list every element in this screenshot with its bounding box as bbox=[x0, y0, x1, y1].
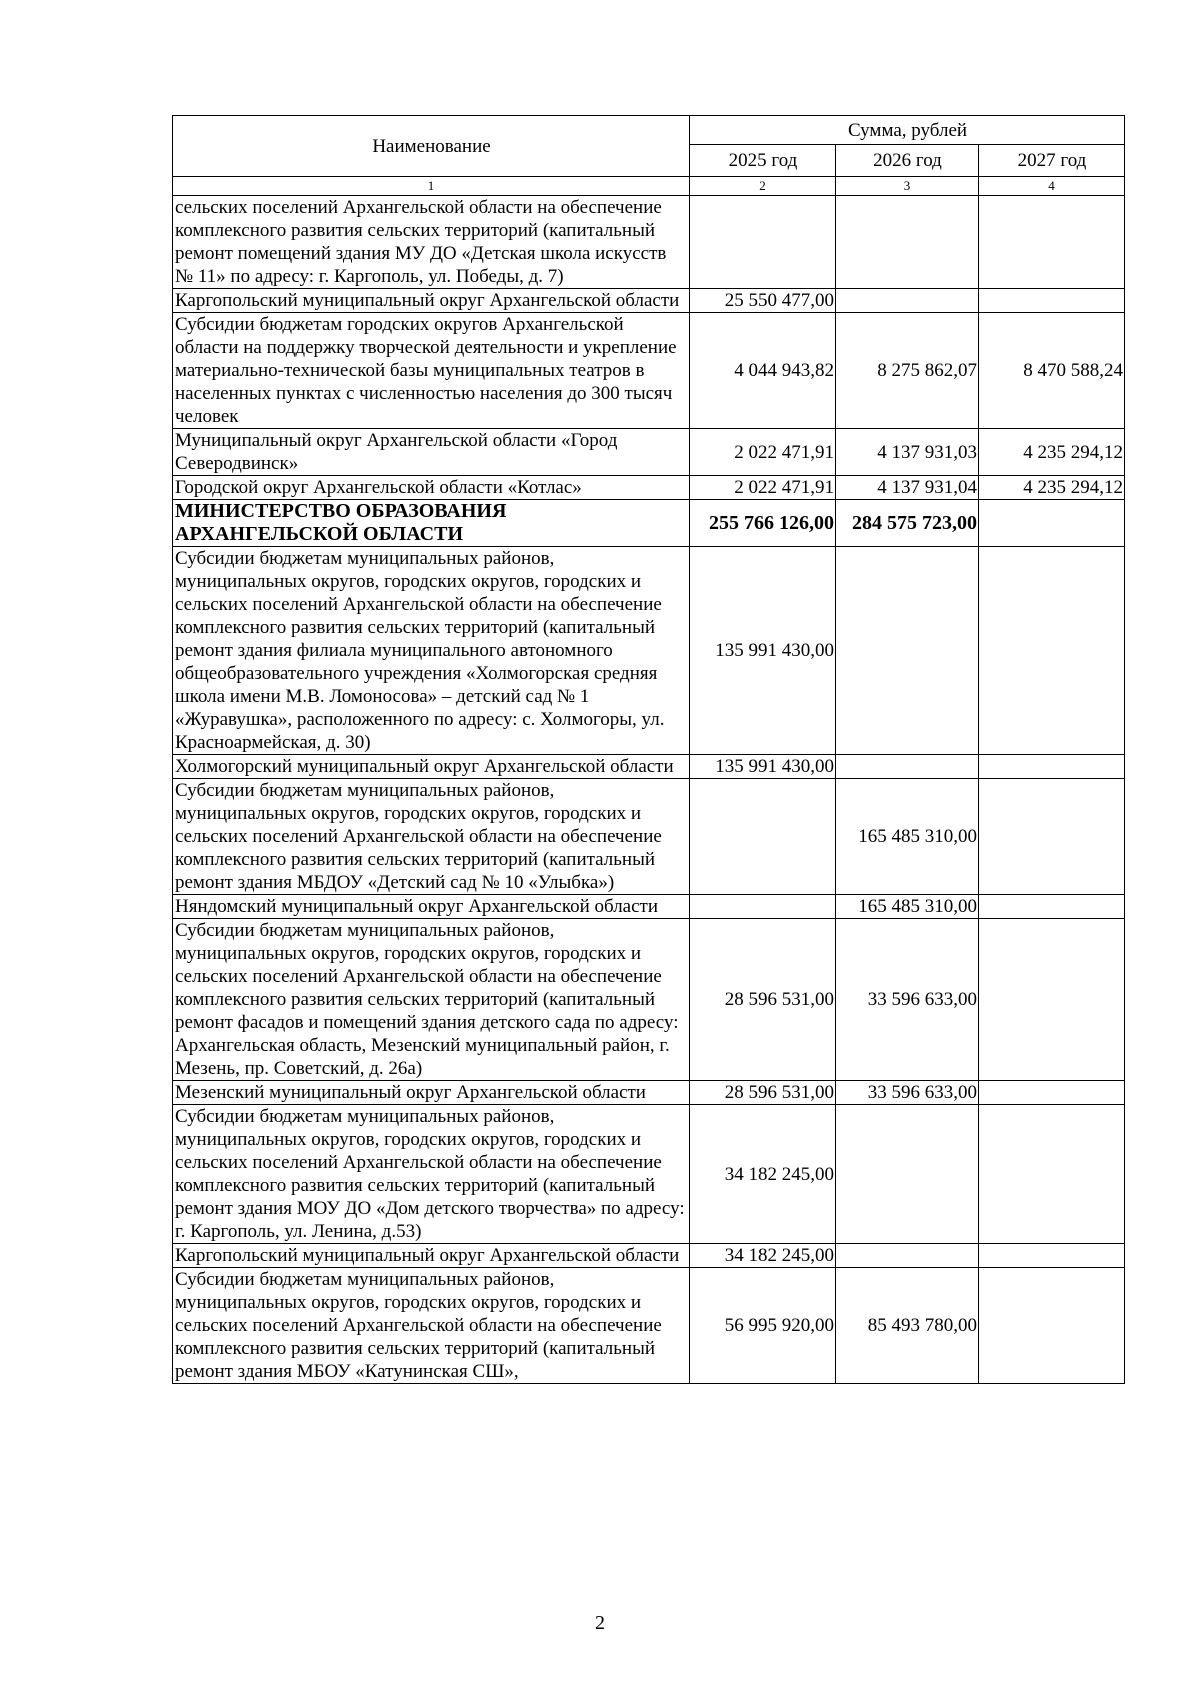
table-row bbox=[173, 476, 1125, 500]
table-row bbox=[173, 289, 1125, 313]
budget-table bbox=[172, 115, 1125, 1384]
table-row bbox=[173, 1244, 1125, 1268]
value-2025: 34 182 245,00 bbox=[690, 1105, 836, 1244]
value-2025: 135 991 430,00 bbox=[690, 755, 836, 779]
table-body bbox=[173, 196, 1125, 1384]
column-number: 2 bbox=[690, 177, 836, 196]
header-column-numbers bbox=[173, 177, 1125, 196]
column-number: 3 bbox=[836, 177, 979, 196]
value-2027 bbox=[979, 895, 1125, 919]
value-2026 bbox=[836, 196, 979, 289]
table-row bbox=[173, 429, 1125, 476]
value-2027: 4 235 294,12 bbox=[979, 476, 1125, 500]
value-2025: 28 596 531,00 bbox=[690, 919, 836, 1081]
value-2027 bbox=[979, 1268, 1125, 1384]
value-2027: 4 235 294,12 bbox=[979, 429, 1125, 476]
value-2027 bbox=[979, 289, 1125, 313]
value-2025: 25 550 477,00 bbox=[690, 289, 836, 313]
value-2025: 2 022 471,91 bbox=[690, 429, 836, 476]
value-2026 bbox=[836, 1244, 979, 1268]
value-2027 bbox=[979, 919, 1125, 1081]
header-year-2026: 2026 год bbox=[836, 145, 979, 177]
row-name: Субсидии бюджетам муниципальных районов, муниципальных округов, городских округов, городских и сельских поселений Архангельской области на обеспечение комплексного развития сельских территорий (капитальный ремонт здания филиала муниципального автономного общеобразовательного учреждения «Холмогорская средняя школа имени М.В. Ломоносова» – детский сад № 1 «Журавушка», расположенного по адресу: с. Холмогоры, ул. Красноармейская, д. 30) bbox=[173, 547, 690, 755]
value-2027 bbox=[979, 779, 1125, 895]
value-2025: 34 182 245,00 bbox=[690, 1244, 836, 1268]
value-2027 bbox=[979, 547, 1125, 755]
value-2026: 33 596 633,00 bbox=[836, 919, 979, 1081]
value-2026 bbox=[836, 755, 979, 779]
value-2025: 2 022 471,91 bbox=[690, 476, 836, 500]
value-2026 bbox=[836, 289, 979, 313]
column-number: 1 bbox=[173, 177, 690, 196]
value-2026: 165 485 310,00 bbox=[836, 895, 979, 919]
value-2026: 85 493 780,00 bbox=[836, 1268, 979, 1384]
value-2026: 4 137 931,03 bbox=[836, 429, 979, 476]
row-name: Субсидии бюджетам муниципальных районов, муниципальных округов, городских округов, городских и сельских поселений Архангельской области на обеспечение комплексного развития сельских территорий (капитальный ремонт здания МОУ ДО «Дом детского творчества» по адресу: г. Каргополь, ул. Ленина, д.53) bbox=[173, 1105, 690, 1244]
column-number: 4 bbox=[979, 177, 1125, 196]
table-row bbox=[173, 547, 1125, 755]
row-name: Каргопольский муниципальный округ Архангельской области bbox=[173, 1244, 690, 1268]
row-name: Субсидии бюджетам муниципальных районов, муниципальных округов, городских округов, городских и сельских поселений Архангельской области на обеспечение комплексного развития сельских территорий (капитальный ремонт здания МБДОУ «Детский сад № 10 «Улыбка») bbox=[173, 779, 690, 895]
value-2027 bbox=[979, 196, 1125, 289]
table-row bbox=[173, 755, 1125, 779]
header-row-1 bbox=[173, 116, 1125, 145]
table-row bbox=[173, 1105, 1125, 1244]
table-row bbox=[173, 1081, 1125, 1105]
table-row bbox=[173, 779, 1125, 895]
header-sum: Сумма, рублей bbox=[690, 116, 1125, 145]
table-row bbox=[173, 313, 1125, 429]
header-year-2027: 2027 год bbox=[979, 145, 1125, 177]
table-row bbox=[173, 895, 1125, 919]
value-2025: 135 991 430,00 bbox=[690, 547, 836, 755]
row-name: Каргопольский муниципальный округ Архангельской области bbox=[173, 289, 690, 313]
value-2027 bbox=[979, 1244, 1125, 1268]
row-name: Мезенский муниципальный округ Архангельской области bbox=[173, 1081, 690, 1105]
row-name: Субсидии бюджетам муниципальных районов, муниципальных округов, городских округов, городских и сельских поселений Архангельской области на обеспечение комплексного развития сельских территорий (капитальный ремонт фасадов и помещений здания детского сада по адресу: Архангельская область, Мезенский муниципальный район, г. Мезень, пр. Советский, д. 26а) bbox=[173, 919, 690, 1081]
value-2025 bbox=[690, 779, 836, 895]
value-2027: 8 470 588,24 bbox=[979, 313, 1125, 429]
value-2025 bbox=[690, 196, 836, 289]
row-name: Городской округ Архангельской области «Котлас» bbox=[173, 476, 690, 500]
value-2026: 4 137 931,04 bbox=[836, 476, 979, 500]
value-2027 bbox=[979, 1105, 1125, 1244]
value-2027 bbox=[979, 500, 1125, 547]
value-2027 bbox=[979, 1081, 1125, 1105]
row-name: Холмогорский муниципальный округ Архангельской области bbox=[173, 755, 690, 779]
table-row bbox=[173, 1268, 1125, 1384]
value-2025 bbox=[690, 895, 836, 919]
table-row bbox=[173, 919, 1125, 1081]
document-page bbox=[172, 115, 1124, 1384]
table-row bbox=[173, 196, 1125, 289]
header-name: Наименование bbox=[173, 116, 690, 177]
value-2025: 4 044 943,82 bbox=[690, 313, 836, 429]
row-name: Муниципальный округ Архангельской области «Город Северодвинск» bbox=[173, 429, 690, 476]
row-name: сельских поселений Архангельской области на обеспечение комплексного развития сельских территорий (капитальный ремонт помещений здания МУ ДО «Детская школа искусств № 11» по адресу: г. Каргополь, ул. Победы, д. 7) bbox=[173, 196, 690, 289]
header-year-2025: 2025 год bbox=[690, 145, 836, 177]
page-number: 2 bbox=[595, 1612, 605, 1634]
row-name: Субсидии бюджетам городских округов Архангельской области на поддержку творческой деятельности и укрепление материально-технической базы муниципальных театров в населенных пунктах с численностью населения до 300 тысяч человек bbox=[173, 313, 690, 429]
table-row bbox=[173, 500, 1125, 547]
row-name: Субсидии бюджетам муниципальных районов, муниципальных округов, городских округов, городских и сельских поселений Архангельской области на обеспечение комплексного развития сельских территорий (капитальный ремонт здания МБОУ «Катунинская СШ», bbox=[173, 1268, 690, 1384]
row-name: Няндомский муниципальный округ Архангельской области bbox=[173, 895, 690, 919]
value-2026: 8 275 862,07 bbox=[836, 313, 979, 429]
value-2026: 284 575 723,00 bbox=[836, 500, 979, 547]
value-2026: 165 485 310,00 bbox=[836, 779, 979, 895]
value-2026 bbox=[836, 1105, 979, 1244]
value-2025: 28 596 531,00 bbox=[690, 1081, 836, 1105]
value-2026 bbox=[836, 547, 979, 755]
value-2026: 33 596 633,00 bbox=[836, 1081, 979, 1105]
value-2027 bbox=[979, 755, 1125, 779]
value-2025: 255 766 126,00 bbox=[690, 500, 836, 547]
row-name: МИНИСТЕРСТВО ОБРАЗОВАНИЯ АРХАНГЕЛЬСКОЙ ОБЛАСТИ bbox=[173, 500, 690, 547]
value-2025: 56 995 920,00 bbox=[690, 1268, 836, 1384]
